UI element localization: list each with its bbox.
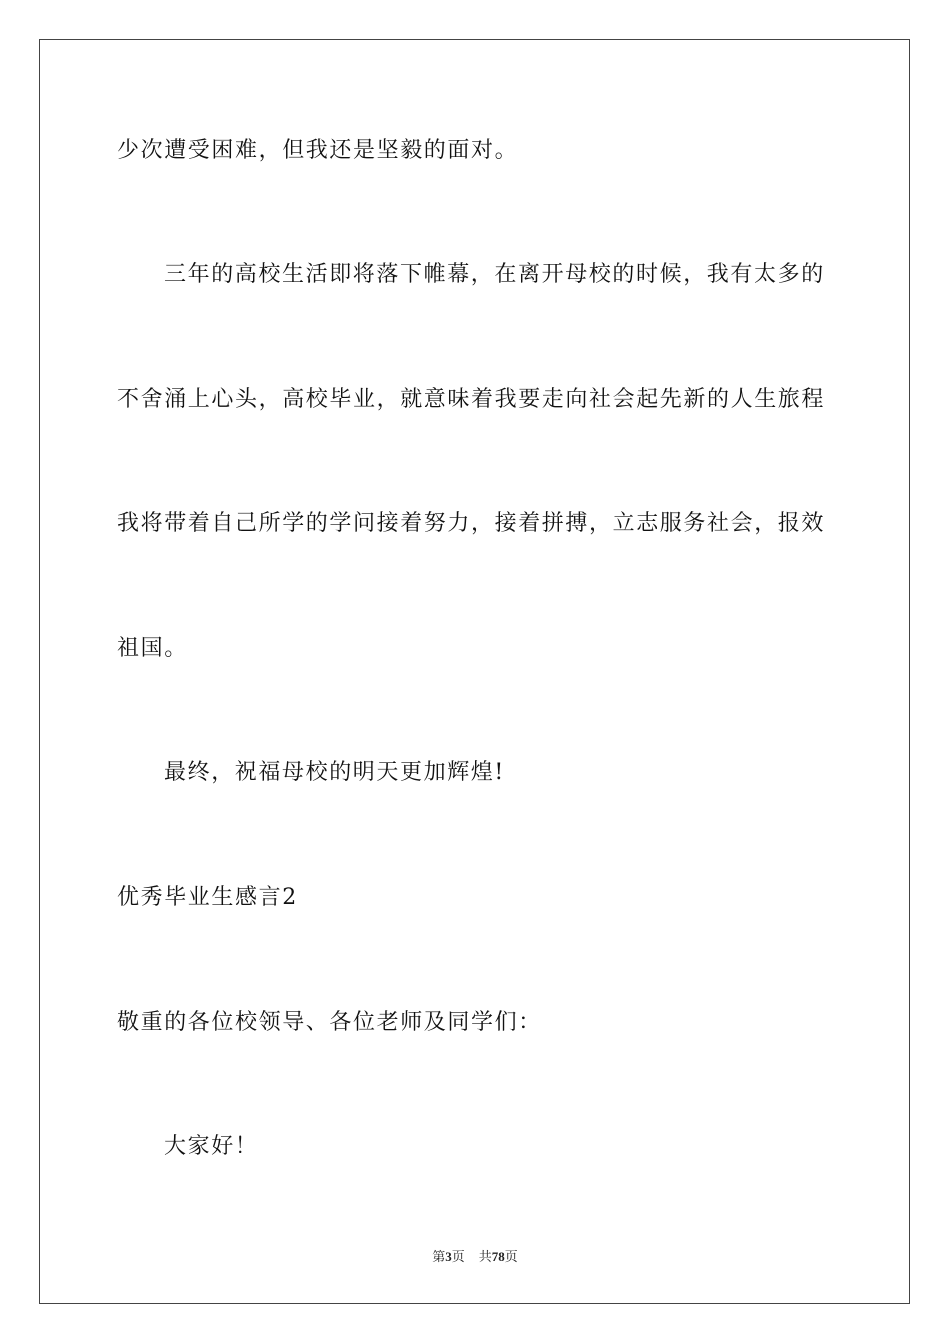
page-footer [0,1248,950,1266]
section-heading: 优秀毕业生感言2 [117,885,298,910]
footer-page-suffix: 页 [451,1249,465,1264]
body-text-line: 不舍涌上心头，高校毕业，就意味着我要走向社会起先新的人生旅程 [117,387,826,412]
page-frame [39,39,910,1304]
footer-page-number: 3 [445,1249,452,1264]
body-text-line: 祖国。 [117,636,188,661]
footer-page-prefix: 第 [432,1249,446,1264]
footer-total-pages: 78 [491,1249,505,1264]
salutation-line: 敬重的各位校领导、各位老师及同学们： [117,1010,542,1035]
body-text-line: 我将带着自己所学的学问接着努力，接着拼搏，立志服务社会，报效 [117,511,826,536]
body-text-line: 三年的高校生活即将落下帷幕，在离开母校的时候，我有太多的 [164,262,825,287]
footer-total-prefix: 共 [478,1249,492,1264]
body-text-line: 少次遭受困难，但我还是坚毅的面对。 [117,138,519,163]
body-text-line: 最终，祝福母校的明天更加辉煌! [164,760,505,785]
greeting-line: 大家好！ [164,1134,259,1159]
footer-total-suffix: 页 [504,1249,518,1264]
